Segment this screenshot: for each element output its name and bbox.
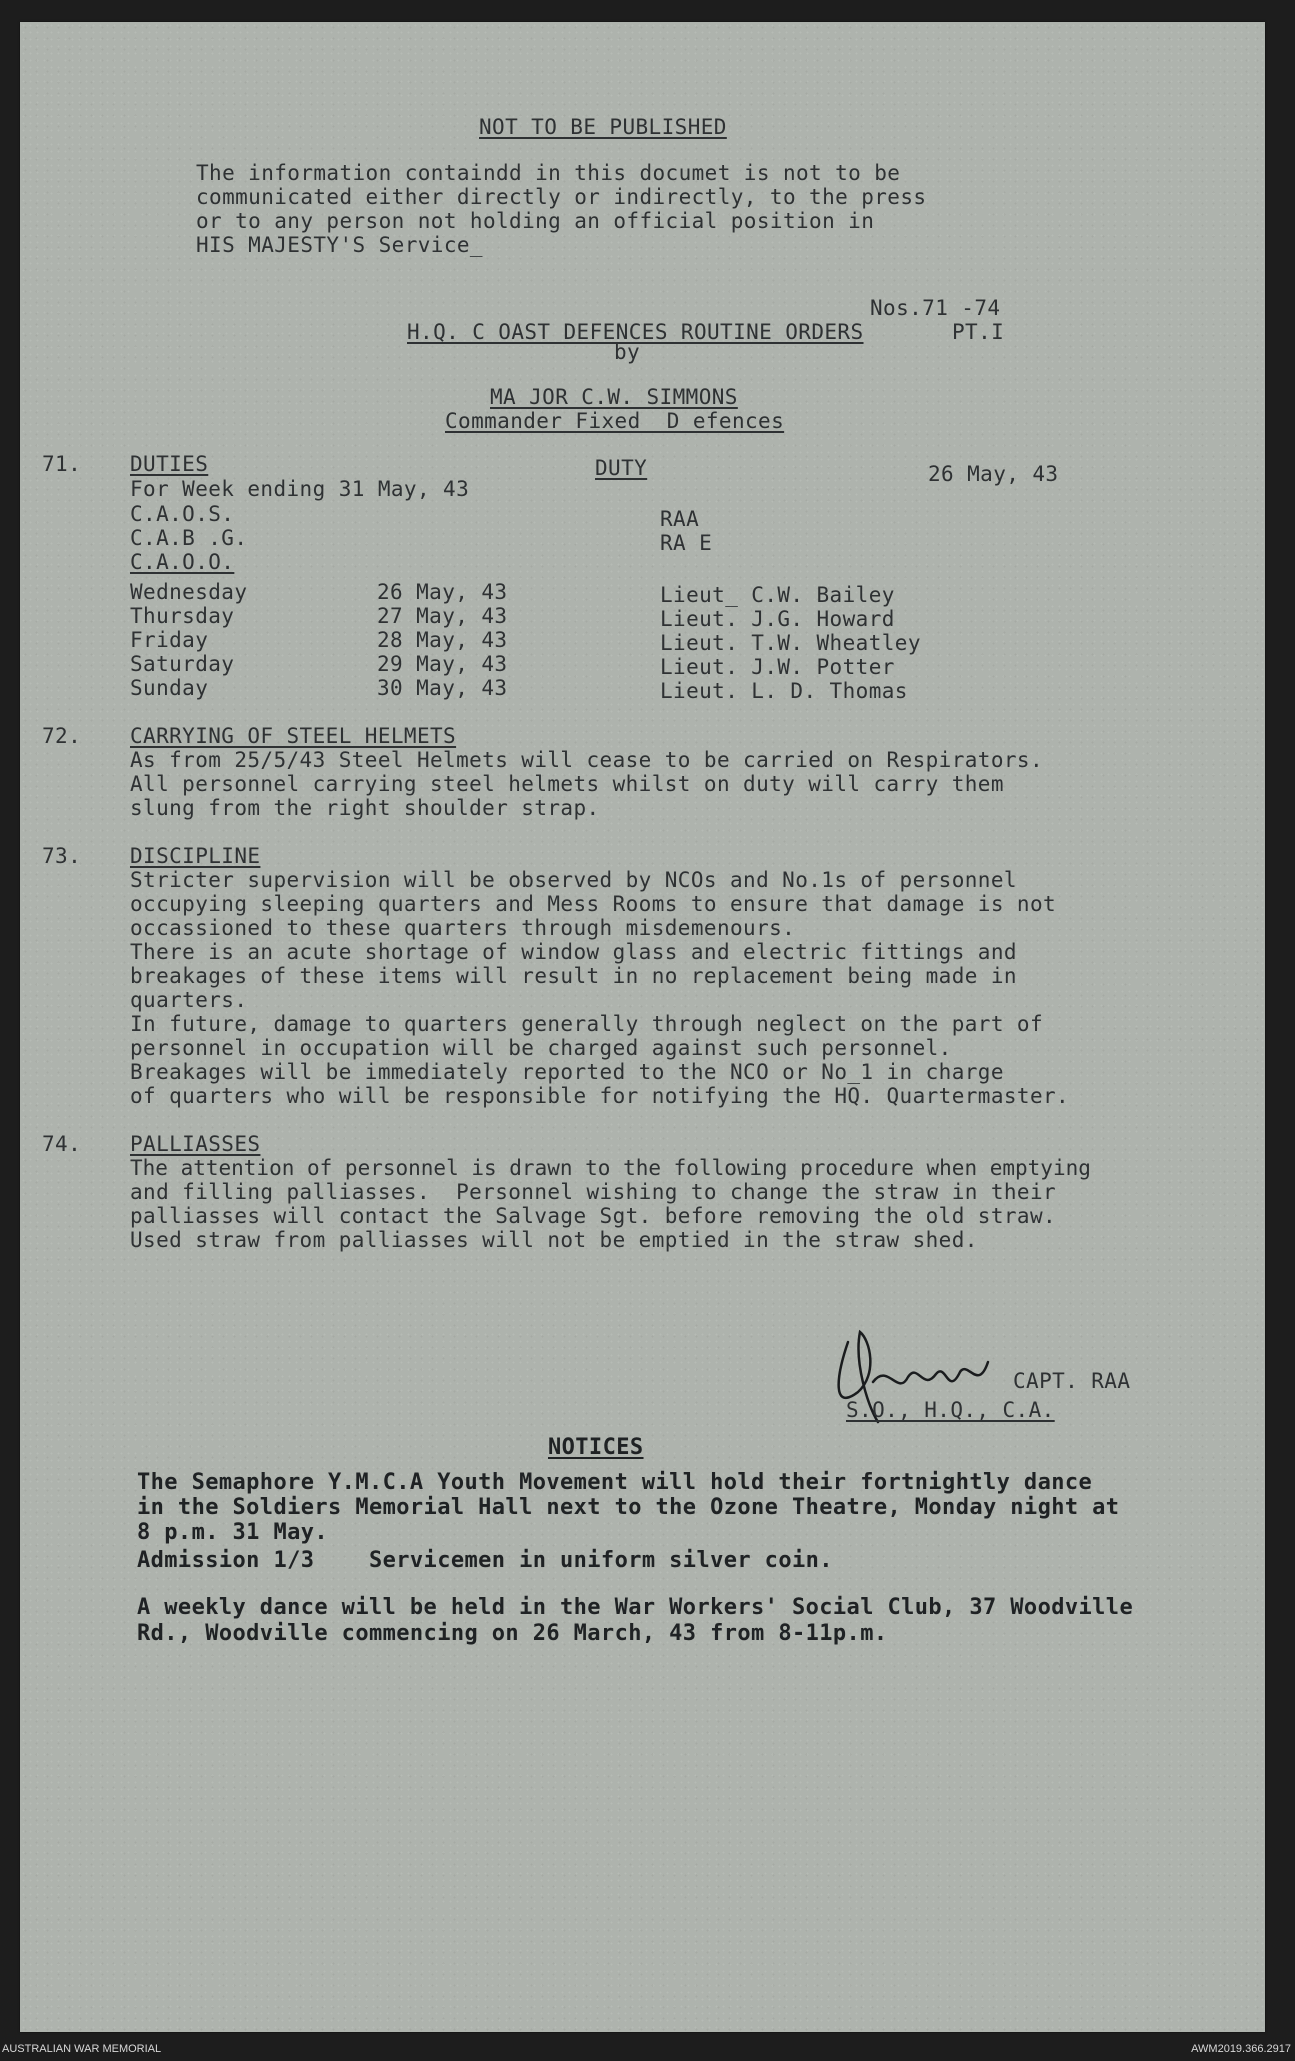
roster-day: Wednesday	[130, 580, 248, 604]
post-value: RA E	[660, 531, 713, 555]
post-value: RAA	[660, 507, 700, 531]
roster-day: Saturday	[130, 652, 235, 676]
week-ending-line: For Week ending 31 May, 43	[130, 477, 470, 501]
roster-date: 26 May, 43	[377, 580, 508, 604]
body-line: occupying sleeping quarters and Mess Rooms to ensure that damage is not	[130, 892, 1057, 916]
body-line: All personnel carrying steel helmets whilst on duty will carry them	[130, 772, 1004, 796]
body-line: slung from the right shoulder strap.	[130, 796, 600, 820]
section-heading: DUTIES	[130, 452, 209, 476]
roster-officer: Lieut. J.G. Howard	[660, 607, 895, 631]
body-line: As from 25/5/43 Steel Helmets will cease to be carried on Respirators.	[130, 748, 1044, 772]
section-heading: DISCIPLINE	[130, 844, 261, 868]
notices-heading: NOTICES	[548, 1435, 644, 1460]
post-label: C.A.O.O.	[130, 550, 235, 574]
notice-line: The Semaphore Y.M.C.A Youth Movement will hold their fortnightly dance	[137, 1470, 1093, 1495]
post-label: C.A.O.S.	[130, 502, 235, 526]
body-line: There is an acute shortage of window glass and electric fittings and	[130, 940, 1017, 964]
routine-orders-title: H.Q. C OAST DEFENCES ROUTINE ORDERS	[407, 320, 864, 344]
archive-credit: AUSTRALIAN WAR MEMORIAL	[2, 2043, 162, 2055]
officer-role: Commander Fixed D efences	[445, 409, 785, 433]
order-date: 26 May, 43	[928, 462, 1059, 486]
roster-day: Friday	[130, 628, 209, 652]
officer-name: MA JOR C.W. SIMMONS	[490, 385, 738, 409]
roster-officer: Lieut. J.W. Potter	[660, 655, 895, 679]
part-label: PT.I	[952, 320, 1005, 344]
warning-line: or to any person not holding an official position in	[196, 209, 875, 233]
section-number: 74.	[42, 1132, 82, 1156]
roster-date: 28 May, 43	[377, 628, 508, 652]
signatory-rank: CAPT. RAA	[1013, 1369, 1131, 1393]
body-line: The attention of personnel is drawn to the following procedure when emptying	[130, 1156, 1091, 1180]
not-to-be-published-title: NOT TO BE PUBLISHED	[479, 115, 727, 139]
body-line: Breakages will be immediately reported to the NCO or No_1 in charge	[130, 1060, 1004, 1084]
document-page	[20, 22, 1265, 2032]
roster-date: 29 May, 43	[377, 652, 508, 676]
roster-day: Sunday	[130, 676, 209, 700]
by-label: by	[614, 340, 641, 364]
order-numbers: Nos.71 -74	[870, 296, 1001, 320]
notice-line: Admission 1/3 Servicemen in uniform silver coin.	[137, 1548, 833, 1573]
section-number: 73.	[42, 844, 82, 868]
duty-heading: DUTY	[595, 456, 648, 480]
post-label: C.A.B .G.	[130, 526, 248, 550]
body-line: quarters.	[130, 988, 248, 1012]
body-line: of quarters who will be responsible for notifying the HQ. Quartermaster.	[130, 1084, 1070, 1108]
notice-line: in the Soldiers Memorial Hall next to the Ozone Theatre, Monday night at	[137, 1495, 1120, 1520]
section-heading: PALLIASSES	[130, 1132, 261, 1156]
body-line: and filling palliasses. Personnel wishing to change the straw in their	[130, 1180, 1057, 1204]
roster-officer: Lieut. T.W. Wheatley	[660, 631, 921, 655]
signatory-appointment: S.O., H.Q., C.A.	[846, 1398, 1055, 1422]
body-line: Used straw from palliasses will not be emptied in the straw shed.	[130, 1228, 978, 1252]
body-line: In future, damage to quarters generally through neglect on the part of	[130, 1012, 1044, 1036]
notice-line: 8 p.m. 31 May.	[137, 1520, 329, 1545]
notice-line: Rd., Woodville commencing on 26 March, 43 from 8-11p.m.	[137, 1621, 888, 1646]
roster-officer: Lieut. L. D. Thomas	[660, 679, 908, 703]
body-line: personnel in occupation will be charged against such personnel.	[130, 1036, 952, 1060]
roster-officer: Lieut_ C.W. Bailey	[660, 583, 895, 607]
body-line: breakages of these items will result in no replacement being made in	[130, 964, 1017, 988]
body-line: Stricter supervision will be observed by NCOs and No.1s of personnel	[130, 868, 1017, 892]
section-heading: CARRYING OF STEEL HELMETS	[130, 724, 457, 748]
notice-line: A weekly dance will be held in the War Workers' Social Club, 37 Woodville	[137, 1595, 1134, 1620]
warning-line: The information containdd in this documet is not to be	[196, 161, 901, 185]
section-number: 71.	[42, 452, 82, 476]
archive-reference: AWM2019.366.2917	[1191, 2043, 1291, 2055]
warning-line: communicated either directly or indirectly, to the press	[196, 185, 927, 209]
body-line: palliasses will contact the Salvage Sgt. before removing the old straw.	[130, 1204, 1057, 1228]
warning-line: HIS MAJESTY'S Service_	[196, 233, 483, 257]
section-number: 72.	[42, 724, 82, 748]
roster-date: 27 May, 43	[377, 604, 508, 628]
roster-day: Thursday	[130, 604, 235, 628]
roster-date: 30 May, 43	[377, 676, 508, 700]
body-line: occassioned to these quarters through misdemenours.	[130, 916, 796, 940]
